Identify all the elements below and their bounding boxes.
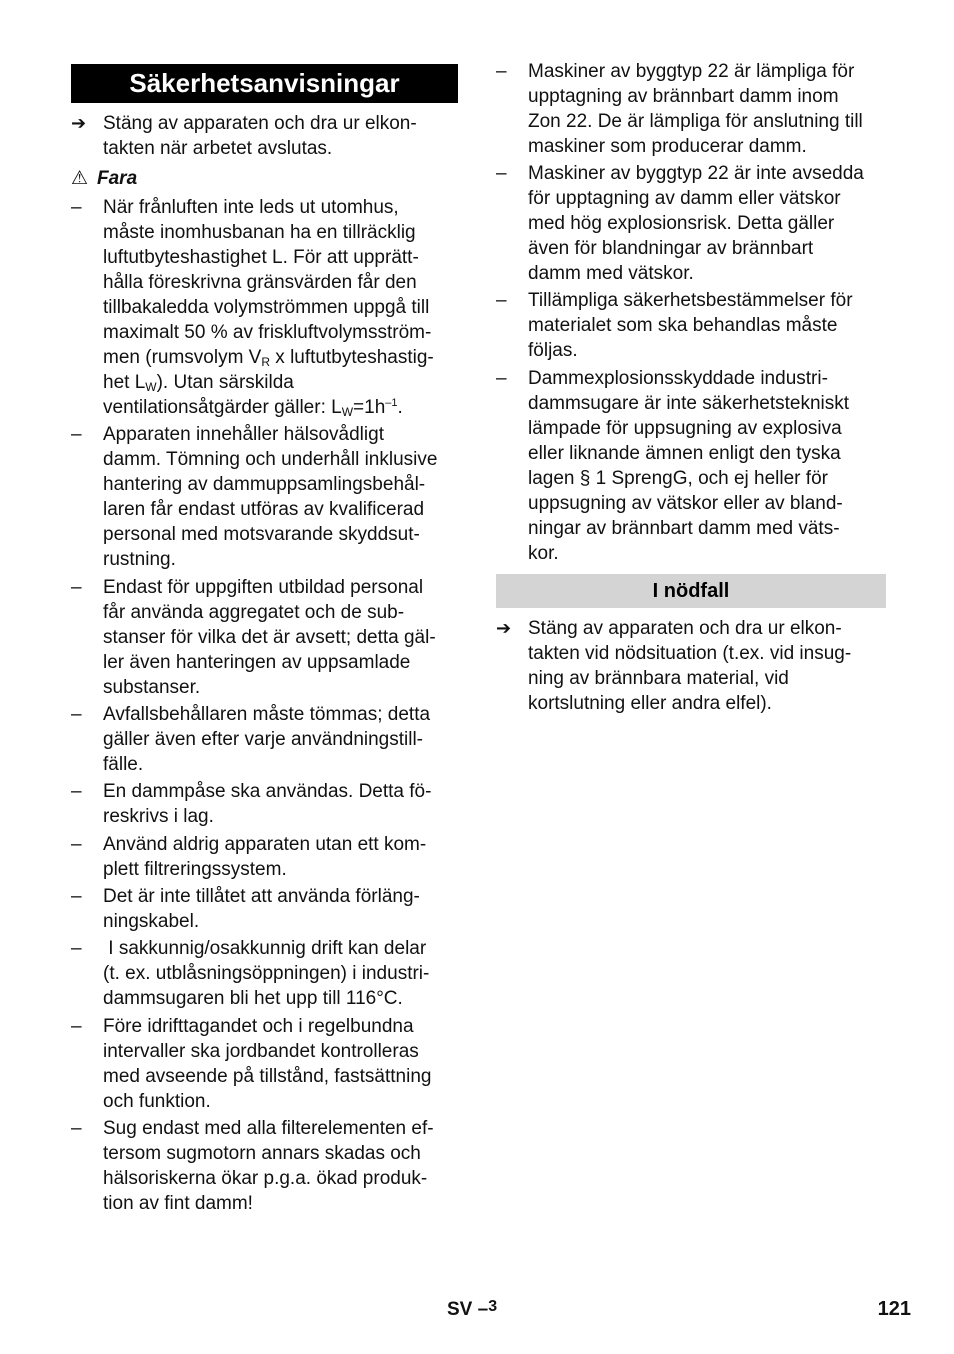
warning-triangle-icon: ⚠ (71, 168, 89, 189)
footer-local-page: 3 (488, 1298, 498, 1315)
dash-bullet: – (496, 163, 507, 184)
list-item-text: Använd aldrig apparaten utan ett kom- plett filtreringssystem. (103, 834, 427, 880)
emergency-text: Stäng av apparaten och dra ur elkon- takten vid nödsituation (t.ex. vid insug- ning av brännbara material, vid kortslutning eller andra elfel). (528, 618, 852, 714)
list-item-text: I sakkunnig/osakkunnig drift kan delar (t. ex. utblåsningsöppningen) i industri- dammsugaren bli het upp till 116°C. (103, 938, 430, 1009)
list-item-text: Dammexplosionsskyddade industri- dammsugare är inte säkerhetstekniskt lämpade för uppsugning av explosiva eller liknande ämnen enligt den tyska lagen § 1 SprengG, och ej heller för uppsugning av vätskor eller av bland- ningar av brännbart damm med väts- kor. (528, 368, 850, 564)
dash-bullet: – (496, 290, 507, 311)
dash-bullet: – (496, 368, 507, 389)
dash-bullet: – (71, 704, 82, 725)
section-heading-safety (71, 64, 458, 103)
dash-bullet: – (71, 197, 82, 218)
footer-lang: SV (447, 1299, 473, 1320)
intro-text: Stäng av apparaten och dra ur elkon- takten när arbetet avslutas. (103, 113, 417, 159)
arrow-icon: ➔ (71, 113, 87, 133)
list-item-text: Sug endast med alla filterelementen ef- tersom sugmotorn annars skadas och hälsoriskerna ökar p.g.a. ökad produk- tion av fint damm! (103, 1118, 434, 1214)
dash-bullet: – (71, 834, 82, 855)
dash-bullet: – (71, 886, 82, 907)
section-heading-text: Säkerhetsanvisningar (129, 68, 400, 98)
list-item-text: Avfallsbehållaren måste tömmas; detta gäller även efter varje användningstill- fälle. (103, 704, 431, 775)
dash-bullet: – (71, 781, 82, 802)
subscript-w: W (145, 380, 157, 394)
arrow-icon: ➔ (496, 618, 512, 638)
dash-bullet: – (71, 1118, 82, 1139)
warning-word: Fara (97, 168, 138, 189)
warning-label (71, 166, 137, 191)
dash-bullet: – (496, 61, 507, 82)
list-item-text: Apparaten innehåller hälsovådligt damm. Tömning och underhåll inklusive hantering av dammuppsamlingsbehål- laren får endast utföras av kvalificerad personal med motsvarande skyddsut- rustning. (103, 424, 438, 570)
section-heading-emergency (496, 574, 886, 608)
subscript-w: W (341, 405, 354, 419)
footer-dash: – (477, 1299, 489, 1320)
list-item-text: När frånluften inte leds ut utomhus, måste inomhusbanan ha en tillräcklig luftutbyteshastighet L. För att upprätt- hålla föreskrivna gränsvärden får den tillbakaledda volymströmmen uppgå till maximalt 50 % av friskluftvolymsström- men (rumsvolym $V_R$ x luftutbyteshastig- het $L_W$). Utan särskilda ventilationsåtgärder gäller: $L_W=1h^{-1}$. (103, 197, 434, 419)
list-item-text: Tillämpliga säkerhetsbestämmelser för materialet som ska behandlas måste följas. (528, 290, 853, 361)
dash-bullet: – (71, 938, 82, 959)
list-item-text: Det är inte tillåtet att använda förläng- ningskabel. (103, 886, 420, 932)
list-item-text: Maskiner av byggtyp 22 är inte avsedda för upptagning av damm eller vätskor med hög explosionsrisk. Detta gäller även för blandningar av brännbart damm med vätskor. (528, 163, 864, 284)
section-heading-text: I nödfall (652, 579, 730, 602)
dash-bullet: – (71, 424, 82, 445)
dash-bullet: – (71, 1016, 82, 1037)
list-item-text: Endast för uppgiften utbildad personal får använda aggregatet och de sub- stanser för vilka det är avsett; detta gäl- ler även hanteringen av uppsamlade substanser. (103, 577, 436, 698)
page-number: 121 (877, 1298, 911, 1320)
list-item-text: Maskiner av byggtyp 22 är lämpliga för upptagning av brännbart damm inom Zon 22. De är lämpliga för anslutning till maskiner som producerar damm. (528, 61, 863, 157)
dash-bullet: – (71, 577, 82, 598)
list-item-text: En dammpåse ska användas. Detta fö- reskrivs i lag. (103, 781, 432, 827)
subscript-r: R (261, 355, 271, 369)
list-item-text: Före idrifttagandet och i regelbundna intervaller ska jordbandet kontrolleras med avseende på tillstånd, fastsättning och funktion. (103, 1016, 432, 1112)
footer-language-page (447, 1298, 497, 1321)
superscript: –1 (385, 397, 398, 409)
